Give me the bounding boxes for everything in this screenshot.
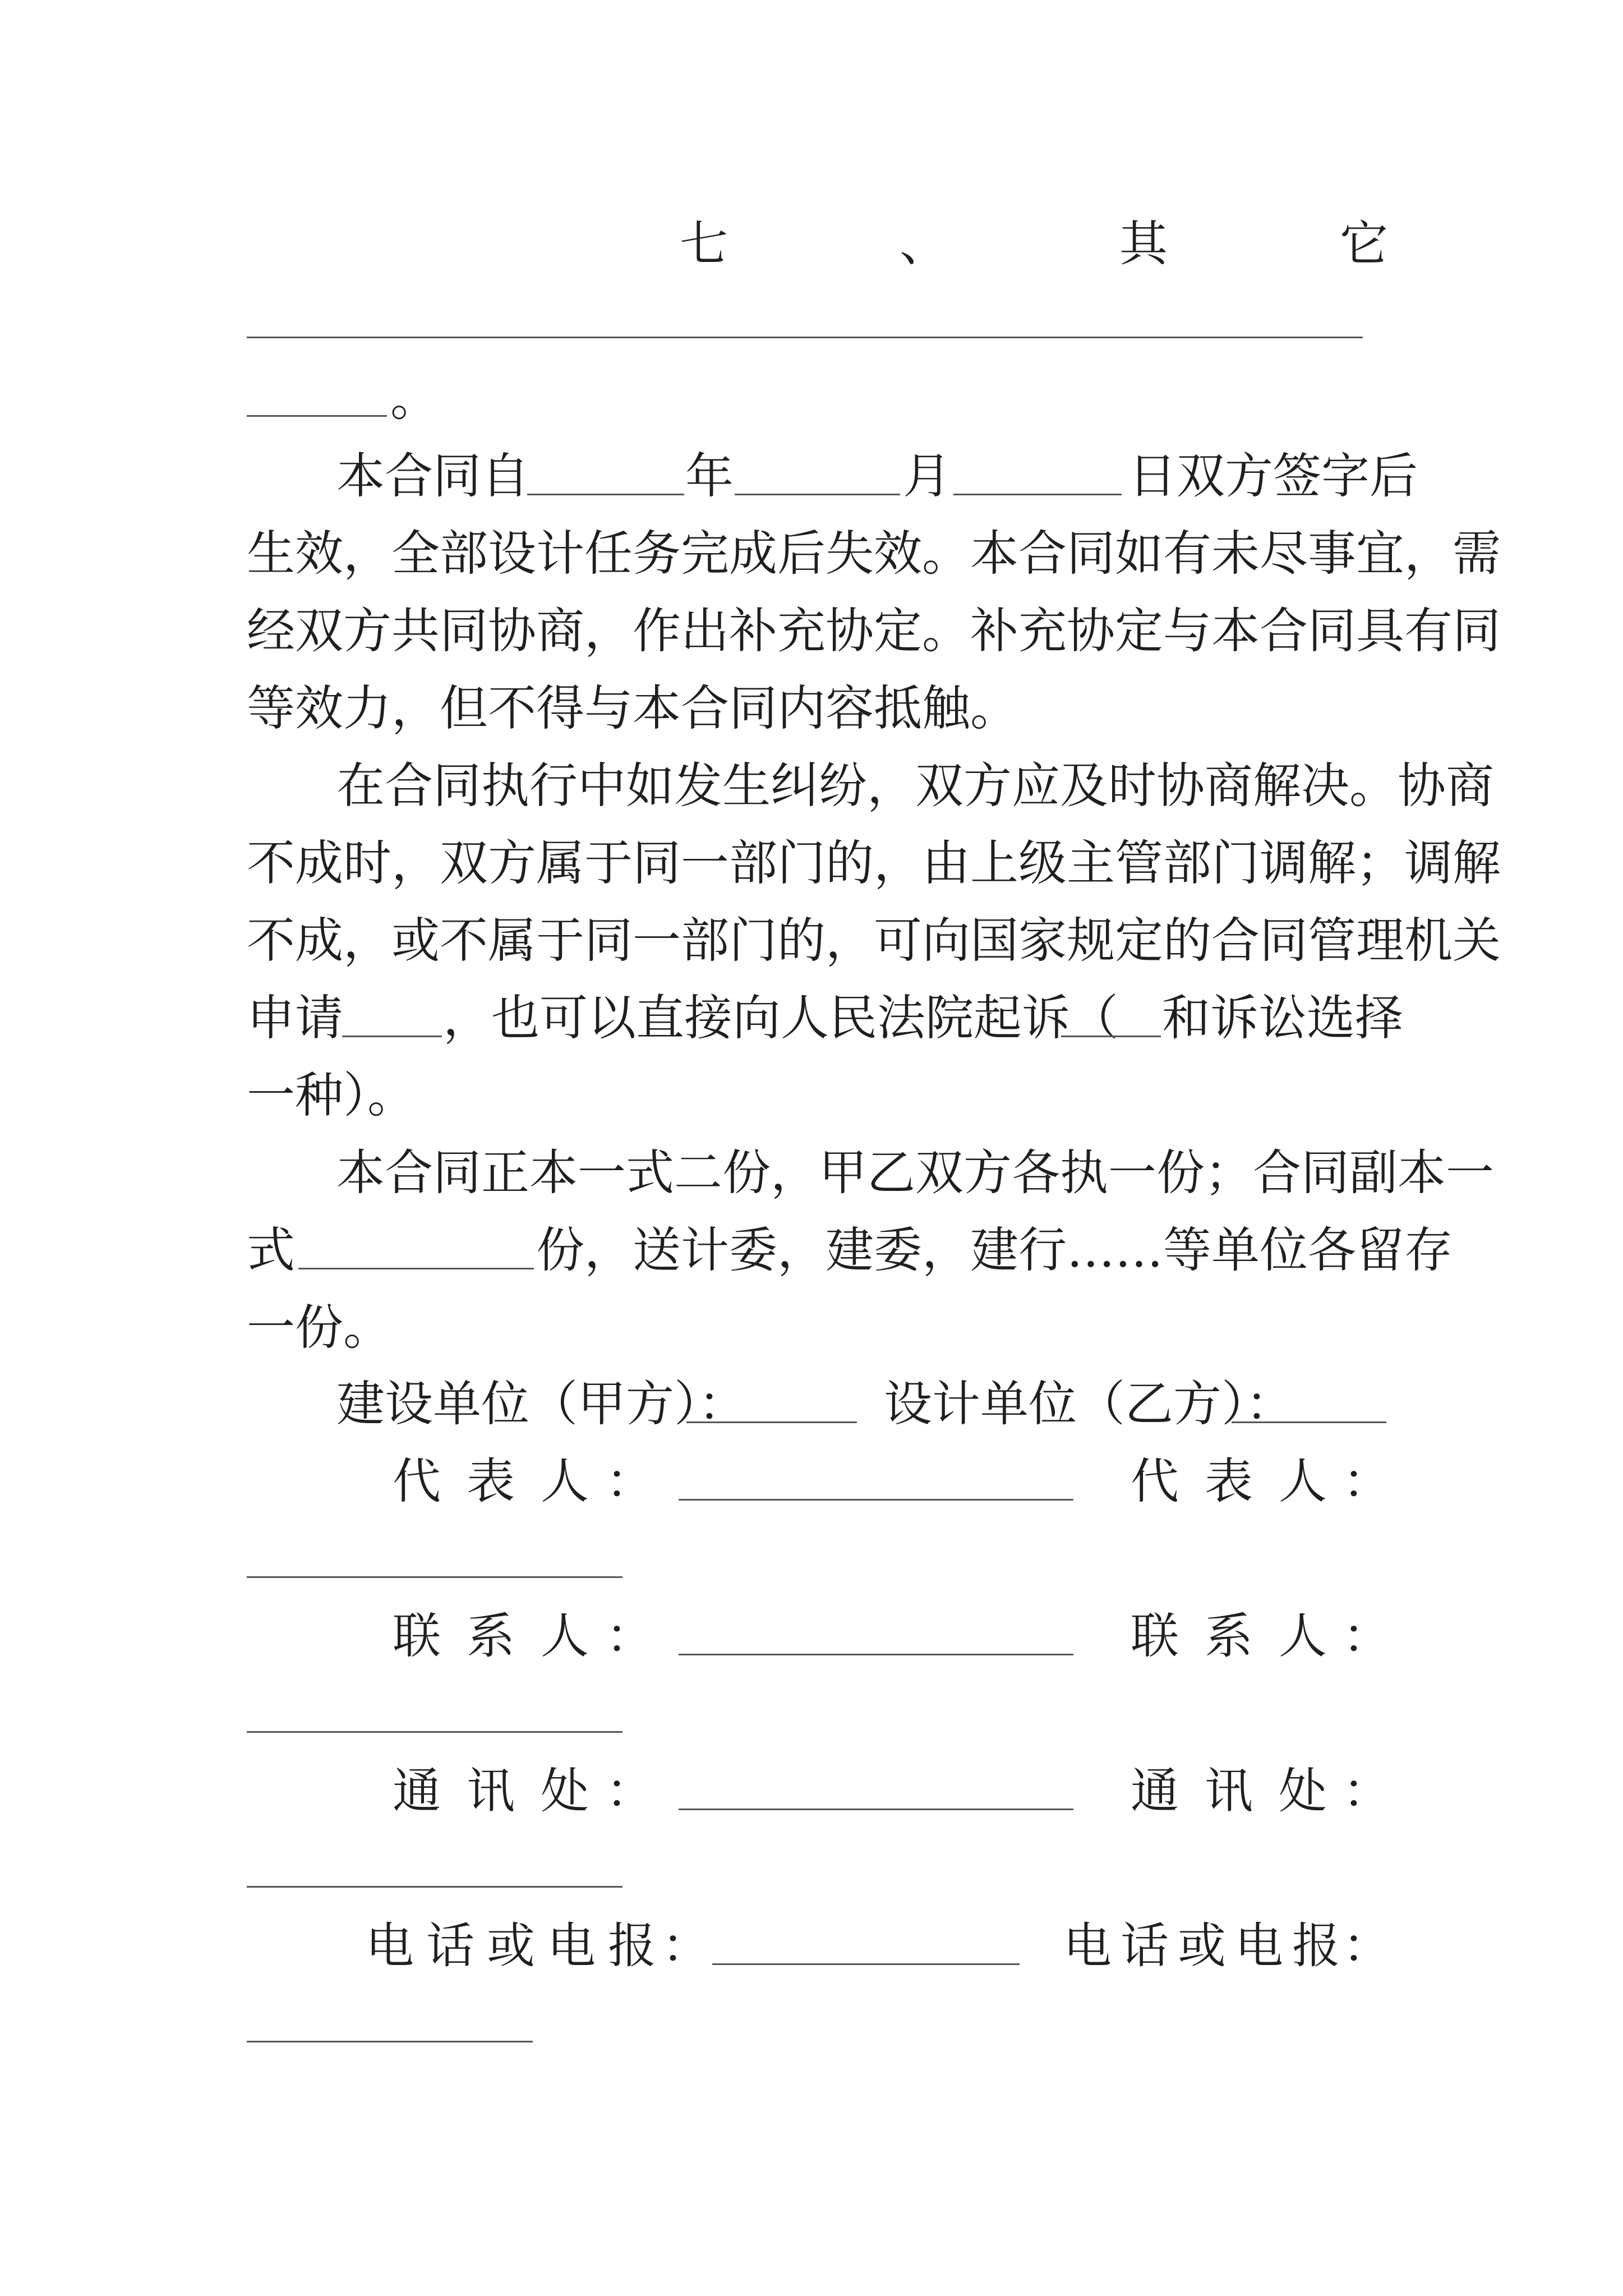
arbitration-choice-blank[interactable] — [1061, 1036, 1161, 1037]
phone-label-b-char-1: 电 — [1063, 1918, 1112, 1974]
rep-label-b-char-4: ： — [1343, 1453, 1391, 1510]
phone-label-b-char-4: 电 — [1235, 1918, 1283, 1974]
phone-label-char-6: ： — [662, 1918, 710, 1974]
phone-label-b-char-5: 报 — [1292, 1918, 1340, 1974]
address-label-char-3: 处 — [541, 1763, 589, 1819]
party-b-rep-blank[interactable] — [247, 1576, 623, 1578]
party-b-address-blank[interactable] — [247, 1886, 623, 1888]
contact-label-char-2: 系 — [467, 1608, 515, 1664]
validity-line-2: 生效，全部设计任务完成后失效。本合同如有未尽事宜，需 — [247, 526, 1501, 582]
dispute-line-5: 一种）。 — [247, 1068, 416, 1124]
address-label-b-char-4: ： — [1343, 1763, 1391, 1819]
party-a-contact-blank[interactable] — [679, 1654, 1073, 1655]
party-b-label: 设计单位（乙方）： — [884, 1376, 1294, 1432]
month-blank[interactable] — [735, 494, 900, 495]
phone-label-b-char-3: 或 — [1178, 1918, 1226, 1974]
rep-label-b-char-2: 表 — [1205, 1453, 1253, 1510]
copies-line-2a: 式 — [247, 1222, 295, 1278]
copies-line-2b: 份，送计委，建委，建行……等单位各留存 — [536, 1222, 1453, 1278]
address-label-char-4: ： — [606, 1763, 654, 1819]
party-a-label: 建设单位（甲方）： — [336, 1376, 746, 1432]
address-label-b-char-2: 讯 — [1205, 1763, 1253, 1819]
phone-label-char-2: 话 — [426, 1918, 474, 1974]
party-a-phone-blank[interactable] — [712, 1963, 1020, 1965]
rep-label-char-3: 人 — [541, 1453, 589, 1510]
dispute-line-3: 不成，或不属于同一部门的，可向国家规定的合同管理机关 — [247, 913, 1501, 969]
contact-label-b-char-3: 人 — [1279, 1608, 1327, 1664]
address-label-b-char-3: 处 — [1279, 1763, 1327, 1819]
party-a-blank[interactable] — [686, 1421, 857, 1423]
contact-label-char-1: 联 — [393, 1608, 441, 1664]
heading-char-2: 、 — [900, 216, 948, 272]
rep-label-char-2: 表 — [467, 1453, 515, 1510]
validity-text-3: 月 — [903, 448, 951, 504]
validity-text-2: 年 — [685, 448, 734, 504]
dispute-line-4b: ，也可以直接向人民法院起诉（ — [443, 990, 1118, 1046]
rep-label-b-char-1: 代 — [1131, 1453, 1179, 1510]
validity-line-4: 等效力，但不得与本合同内容抵触。 — [247, 680, 1018, 737]
contact-label-b-char-4: ： — [1343, 1608, 1391, 1664]
party-a-address-blank[interactable] — [679, 1809, 1073, 1810]
day-blank[interactable] — [953, 494, 1122, 495]
phone-label-b-char-2: 话 — [1121, 1918, 1169, 1974]
validity-text-4: 日双方签字后 — [1128, 448, 1418, 504]
rep-label-char-1: 代 — [393, 1453, 441, 1510]
party-b-blank[interactable] — [1232, 1421, 1386, 1423]
rep-label-char-4: ： — [606, 1453, 654, 1510]
other-terms-blank-line[interactable] — [247, 337, 1363, 338]
heading-char-1: 七 — [680, 216, 728, 272]
rep-label-b-char-3: 人 — [1279, 1453, 1327, 1510]
address-label-char-1: 通 — [393, 1763, 441, 1819]
party-a-rep-blank[interactable] — [679, 1499, 1073, 1501]
copies-count-blank[interactable] — [298, 1268, 534, 1269]
validity-text-1: 本合同自 — [336, 448, 529, 504]
year-blank[interactable] — [527, 494, 684, 495]
dispute-line-4c: 和诉讼选择 — [1162, 990, 1403, 1046]
phone-label-char-1: 电 — [366, 1918, 414, 1974]
copies-line-1: 本合同正本一式二份，甲乙双方各执一份；合同副本一 — [336, 1145, 1494, 1201]
dispute-line-2: 不成时，双方属于同一部门的，由上级主管部门调解；调解 — [247, 835, 1501, 891]
heading-char-3: 其 — [1119, 216, 1168, 272]
copies-line-3: 一份。 — [247, 1300, 391, 1356]
party-b-phone-blank[interactable] — [247, 2041, 533, 2042]
contact-label-b-char-1: 联 — [1131, 1608, 1179, 1664]
arbitration-blank[interactable] — [342, 1036, 442, 1037]
heading-char-4: 它 — [1340, 216, 1388, 272]
address-label-char-2: 讯 — [467, 1763, 515, 1819]
dispute-line-1: 在合同执行中如发生纠纷，双方应及时协商解决。协商 — [336, 758, 1494, 814]
phone-label-b-char-6: ： — [1343, 1918, 1391, 1974]
phone-label-char-4: 电 — [547, 1918, 596, 1974]
dispute-line-4a: 申请 — [247, 990, 343, 1046]
phone-label-char-3: 或 — [487, 1918, 535, 1974]
validity-line-3: 经双方共同协商，作出补充协定。补充协定与本合同具有同 — [247, 603, 1501, 659]
other-terms-blank-line-2[interactable] — [247, 415, 387, 417]
party-b-contact-blank[interactable] — [247, 1731, 623, 1733]
contact-label-b-char-2: 系 — [1205, 1608, 1253, 1664]
contact-label-char-4: ： — [606, 1608, 654, 1664]
period: 。 — [390, 371, 439, 427]
contact-label-char-3: 人 — [541, 1608, 589, 1664]
phone-label-char-5: 报 — [608, 1918, 656, 1974]
address-label-b-char-1: 通 — [1131, 1763, 1179, 1819]
